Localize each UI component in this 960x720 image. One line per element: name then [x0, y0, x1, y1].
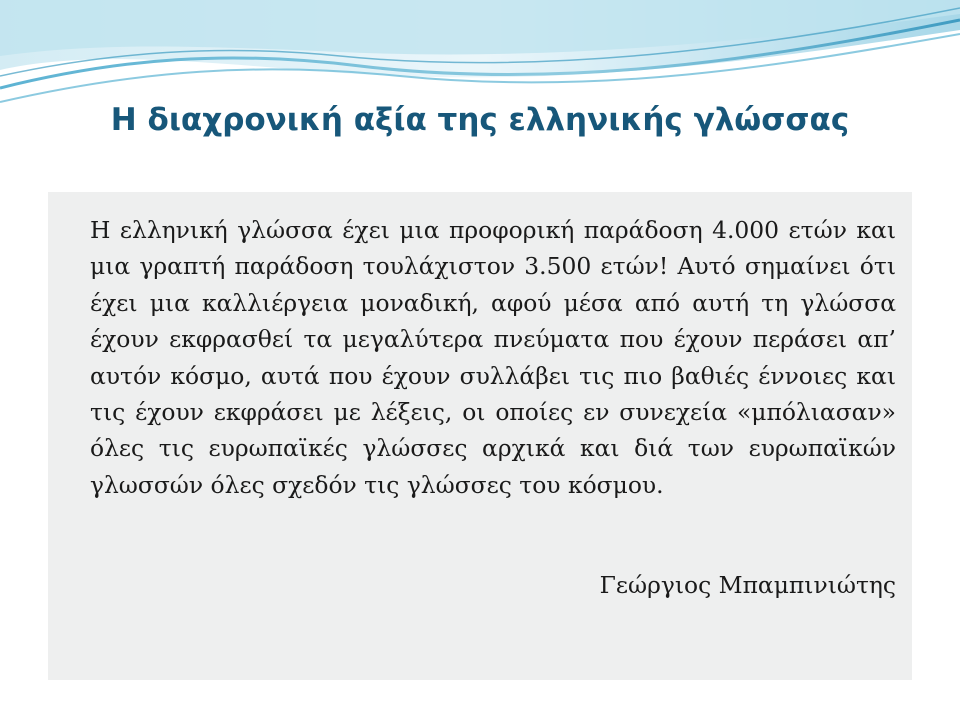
slide-title: Η διαχρονική αξία της ελληνικής γλώσσας [110, 102, 850, 138]
quote-author: Γεώργιος Μπαμπινιώτης [599, 571, 896, 599]
wave-header-decoration [0, 0, 960, 110]
quote-text: Η ελληνική γλώσσα έχει μια προφορική παράδοση 4.000 ετών και μια γραπτή παράδοση τουλάχιστον 3.500 ετών! Αυτό σημαίνει ότι έχει μια καλλιέργεια μοναδική, αφού μέσα από αυτή τη γλώσσα έχουν εκφρασθεί τα μεγαλύτερα πνεύματα που έχουν περάσει απ’ αυτόν κόσμο, αυτά που έχουν συλλάβει τις πιο βαθιές έννοιες και τις έχουν εκφράσει με λέξεις, οι οποίες εν συνεχεία «μπόλιασαν» όλες τις ευρωπαϊκές γλώσσες αρχικά και διά των ευρωπαϊκών γλωσσών όλες σχεδόν τις γλώσσες του κόσμου. [90, 216, 896, 499]
